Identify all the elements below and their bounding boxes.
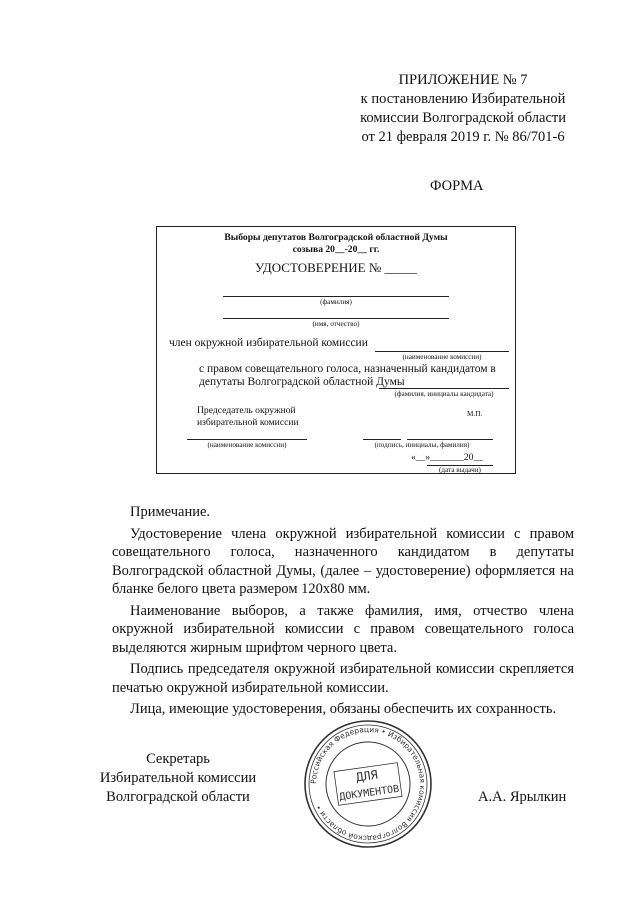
note-paragraph: Подпись председателя окружной избирательной комиссии скрепляется печатью окружной избирательной комиссии. [112,661,574,696]
signature-caption: (подпись, инициалы, фамилия) [374,441,470,449]
commission-name-caption: (наименование комиссии) [207,441,287,449]
stamp-outer-text: Российская Федерация • Избирательная комиссия Волгоградской области • [308,724,428,844]
resolution-reference: от 21 февраля 2019 г. № 86/701-6 [361,129,565,145]
surname-caption: (фамилия) [320,298,352,306]
stamp-graphic [302,718,434,850]
commission-caption: (наименование комиссии) [402,353,482,361]
note-paragraph: Наименование выборов, а также фамилия, имя, отчество члена окружной избирательной комиссии с правом совещательного голоса выделяются жирным шрифтом черного цвета. [112,602,574,656]
note-paragraph: Лица, имеющие удостоверения, обязаны обеспечить их сохранность. [130,701,557,717]
appendix-number: ПРИЛОЖЕНИЕ № 7 [398,72,528,88]
issue-date-caption: (дата выдачи) [439,466,481,474]
member-text: член окружной избирательной комиссии [169,337,368,349]
header-line: к постановлению Избирательной [360,91,566,107]
certificate-heading: УДОСТОВЕРЕНИЕ № _____ [254,260,418,275]
commission-line [375,351,509,352]
signatory-block [88,750,268,807]
signatory-position: Секретарь [146,751,210,767]
stamp-center-text: ДОКУМЕНТОВ [338,783,400,804]
candidate-caption: (фамилия, инициалы кандидата) [394,390,494,398]
issue-date: «__»_______20__ [411,452,483,463]
signatory-name: А.А. Ярылкин [478,789,567,805]
candidate-text: депутаты Волгоградской областной Думы [199,376,405,388]
surname-line [223,296,449,297]
advisory-vote-text: с правом совещательного голоса, назначенный кандидатом в [199,363,496,375]
note-paragraph: Удостоверение члена окружной избирательной комиссии с правом совещательного голоса, назначенного кандидатом в депутаты Волгоградской областной Думы, (далее – удостоверение) оформляется на бланке белого цвета размером 120х80 мм. [112,525,574,597]
candidate-line [379,388,509,389]
svg-text:Российская Федерация • Избират [309,725,427,843]
chair-title: Председатель окружной [197,405,296,416]
stamp-center-text: ДЛЯ [355,767,379,785]
certificate-form [156,226,516,474]
header-line: комиссии Волгоградской области [360,110,566,126]
signature-name-line [407,439,493,440]
chair-title: избирательной комиссии [197,417,299,428]
notes-title: Примечание. [130,504,211,520]
seal-place: М.П. [467,410,483,418]
signatory-position: Избирательной комиссии [99,770,257,786]
official-stamp [302,718,434,850]
convocation-line: созыва 20__-20__ гг. [292,244,380,255]
signatory-position: Волгоградской области [106,789,250,805]
commission-name-line [187,439,307,440]
notes-section [112,503,574,722]
election-title: Выборы депутатов Волгоградской областной Думы [224,232,448,243]
document-header [360,71,566,147]
name-caption: (имя, отчество) [312,320,360,328]
name-line [223,318,449,319]
form-label: ФОРМА [430,178,484,194]
signature-line [363,439,401,440]
